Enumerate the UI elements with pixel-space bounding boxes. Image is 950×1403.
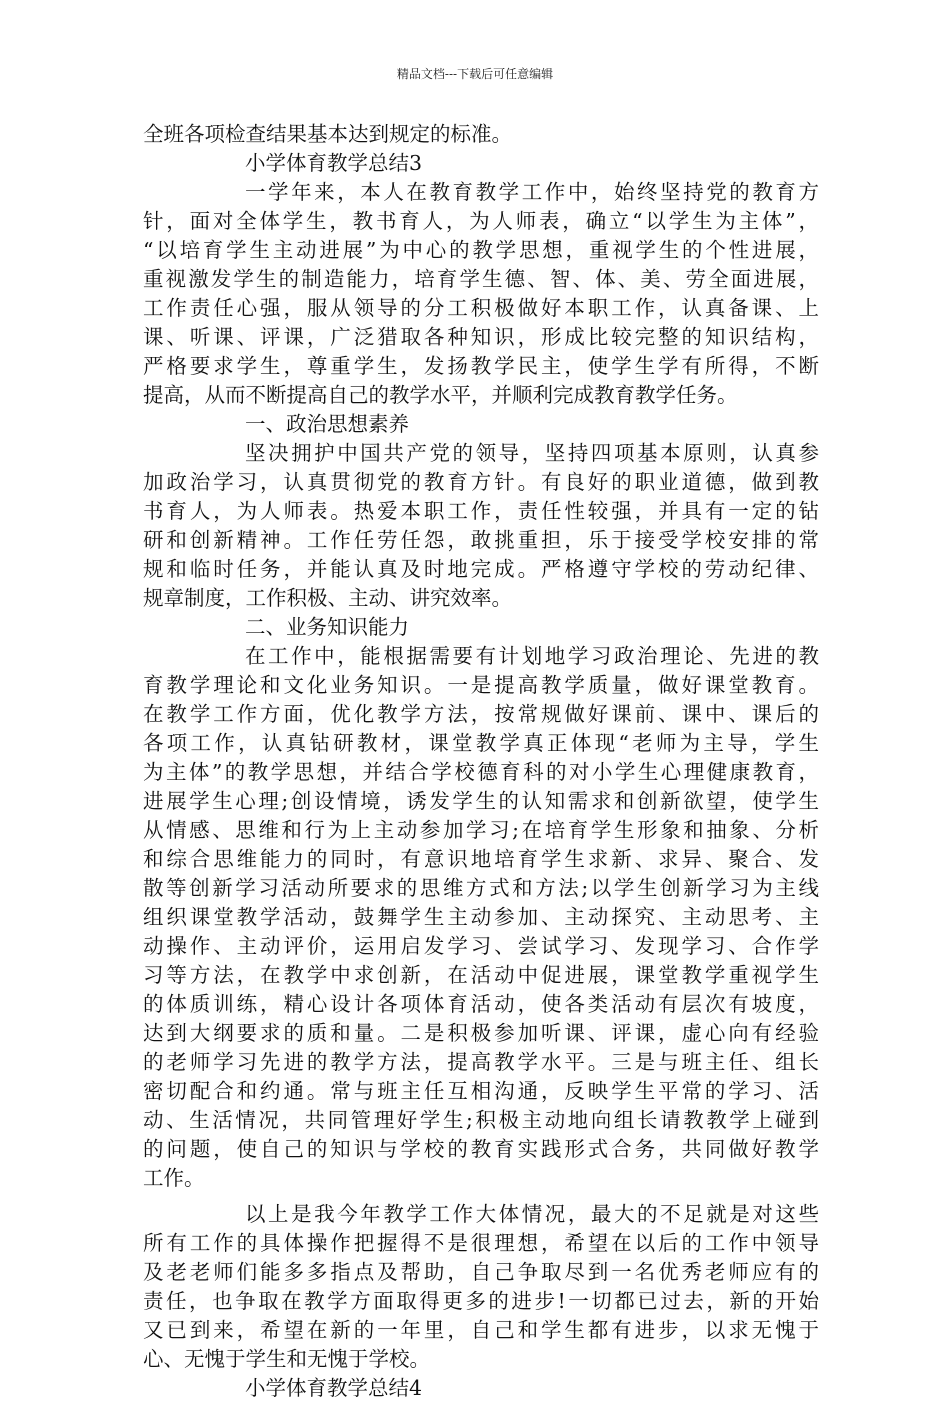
text-line: 以上是我今年教学工作大体情况，最大的不足就是对这些 [245,1202,819,1226]
text-line: 散等创新学习活动所要求的思维方式和方法;以学生创新学习为主线 [143,876,819,900]
text-line: 的体质训练，精心设计各项体育活动，使各类活动有层次有坡度， [143,992,819,1016]
text-line: 和综合思维能力的同时，有意识地培育学生求新、求异、聚合、发 [143,847,819,871]
text-line: 规章制度，工作积极、主动、讲究效率。 [143,586,512,610]
section-heading: 小学体育教学总结3 [245,151,423,175]
section-heading: 一、政治思想素养 [245,412,409,436]
text-line: 各项工作，认真钻研教材，课堂教学真正体现“老师为主导，学生 [143,731,819,755]
text-line: 工作责任心强，服从领导的分工积极做好本职工作，认真备课、上 [143,296,819,320]
text-line: 提高，从而不断提高自己的教学水平，并顺利完成教育教学任务。 [143,383,738,407]
text-line: 的老师学习先进的教学方法，提高教学水平。三是与班主任、组长 [143,1050,819,1074]
text-line: 研和创新精神。工作任劳任怨，敢挑重担，乐于接受学校安排的常 [143,528,819,552]
text-line: 加政治学习，认真贯彻党的教育方针。有良好的职业道德，做到教 [143,470,819,494]
text-line: “以培育学生主动进展”为中心的教学思想，重视学生的个性进展， [143,238,819,262]
section-heading: 二、业务知识能力 [245,615,409,639]
text-line: 坚决拥护中国共产党的领导，坚持四项基本原则，认真参 [245,441,819,465]
text-line: 在工作中，能根据需要有计划地学习政治理论、先进的教 [245,644,819,668]
text-line: 从情感、思维和行为上主动参加学习;在培育学生形象和抽象、分析 [143,818,819,842]
paragraph-gap [143,1193,819,1200]
text-line: 又已到来，希望在新的一年里，自己和学生都有进步，以求无愧于 [143,1318,819,1342]
text-line: 规和临时任务，并能认真及时地完成。严格遵守学校的劳动纪律、 [143,557,819,581]
text-line: 密切配合和约通。常与班主任互相沟通，反映学生平常的学习、活 [143,1079,819,1103]
text-line: 课、听课、评课，广泛猎取各种知识，形成比较完整的知识结构， [143,325,819,349]
text-line: 习等方法，在教学中求创新，在活动中促进展，课堂教学重视学生 [143,963,819,987]
text-line: 针，面对全体学生，教书育人，为人师表，确立“以学生为主体”， [143,209,819,233]
text-line: 及老老师们能多多指点及帮助，自己争取尽到一名优秀老师应有的 [143,1260,819,1284]
text-line: 达到大纲要求的质和量。二是积极参加听课、评课，虚心向有经验 [143,1021,819,1045]
text-line: 动、生活情况，共同管理好学生;积极主动地向组长请教教学上碰到 [143,1108,819,1132]
document-body [143,120,819,1403]
text-line: 在教学工作方面，优化教学方法，按常规做好课前、课中、课后的 [143,702,819,726]
text-line: 为主体”的教学思想，并结合学校德育科的对小学生心理健康教育， [143,760,819,784]
text-line: 严格要求学生，尊重学生，发扬教学民主，使学生学有所得，不断 [143,354,819,378]
text-line: 责任，也争取在教学方面取得更多的进步!一切都已过去，新的开始 [143,1289,819,1313]
text-line: 书育人，为人师表。热爱本职工作，责任性较强，并具有一定的钻 [143,499,819,523]
text-line: 进展学生心理;创设情境，诱发学生的认知需求和创新欲望，使学生 [143,789,819,813]
text-line: 全班各项检查结果基本达到规定的标准。 [143,122,512,146]
text-line: 心、无愧于学生和无愧于学校。 [143,1347,430,1371]
section-heading: 小学体育教学总结4 [245,1376,423,1400]
page-header: 精品文档---下载后可任意编辑 [396,67,554,81]
text-line: 工作。 [143,1166,205,1190]
text-line: 动操作、主动评价，运用启发学习、尝试学习、发现学习、合作学 [143,934,819,958]
text-line: 所有工作的具体操作把握得不是很理想，希望在以后的工作中领导 [143,1231,819,1255]
text-line: 重视激发学生的制造能力，培育学生德、智、体、美、劳全面进展， [143,267,819,291]
text-line: 组织课堂教学活动，鼓舞学生主动参加、主动探究、主动思考、主 [143,905,819,929]
text-line: 育教学理论和文化业务知识。一是提高教学质量，做好课堂教育。 [143,673,819,697]
text-line: 一学年来，本人在教育教学工作中，始终坚持党的教育方 [245,180,819,204]
text-line: 的问题，使自己的知识与学校的教育实践形式合务，共同做好教学 [143,1137,819,1161]
